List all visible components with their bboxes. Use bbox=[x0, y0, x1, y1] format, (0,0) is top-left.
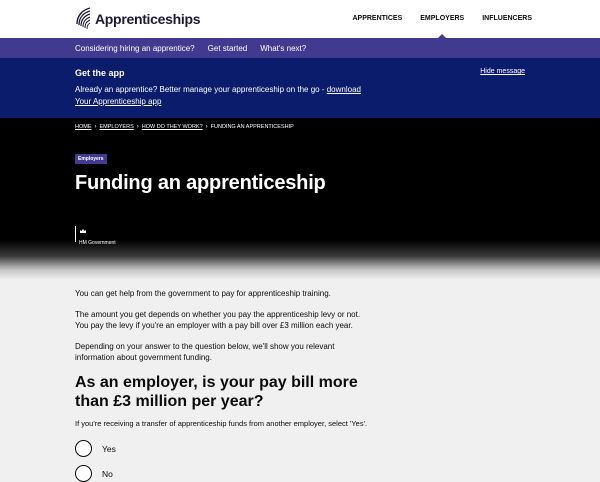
radio-yes-circle[interactable] bbox=[75, 440, 92, 457]
pay-bill-question: As an employer, is your pay bill more than £3 million per year? bbox=[75, 374, 358, 410]
breadcrumb-home[interactable]: HOME bbox=[75, 124, 92, 130]
chevron-right-icon: › bbox=[136, 124, 139, 130]
apprenticeships-logo[interactable] bbox=[74, 5, 200, 33]
breadcrumb-employers[interactable]: EMPLOYERS bbox=[99, 124, 134, 130]
primary-nav bbox=[334, 0, 532, 38]
app-banner-message: Already an apprentice? Better manage your apprenticeship on the go - bbox=[75, 85, 327, 94]
radio-option-no[interactable] bbox=[75, 465, 113, 482]
nav-apprentices[interactable]: APPRENTICES bbox=[352, 15, 403, 22]
breadcrumb-current: FUNDING AN APPRENTICESHIP bbox=[210, 124, 294, 130]
question-intro-paragraph: Depending on your answer to the question below, we'll show you relevant information about government funding. bbox=[75, 342, 335, 362]
nav-influencers[interactable]: INFLUENCERS bbox=[482, 15, 532, 22]
download-app-link[interactable]: download Your Apprenticeship app bbox=[75, 85, 361, 106]
app-banner-title: Get the app bbox=[75, 68, 125, 78]
intro-paragraph: You can get help from the government to pay for apprenticeship training. bbox=[75, 289, 331, 298]
chevron-right-icon: › bbox=[94, 124, 97, 130]
hm-government-label: HM Government bbox=[79, 240, 116, 246]
app-banner-text bbox=[75, 84, 365, 108]
get-the-app-banner bbox=[0, 58, 600, 118]
hide-message-link[interactable]: Hide message bbox=[480, 68, 525, 75]
levy-paragraph: The amount you get depends on whether you pay the apprenticeship levy or not. You pay the levy if you're an employer with a pay bill over £3 million each year. bbox=[75, 310, 361, 330]
secondary-nav bbox=[0, 38, 600, 58]
radio-yes-label: Yes bbox=[102, 443, 116, 454]
hm-government-logo bbox=[75, 222, 116, 246]
gov-logo-divider bbox=[75, 226, 76, 242]
question-hint: If you're receiving a transfer of apprenticeship funds from another employer, select 'Yes'. bbox=[75, 419, 368, 428]
radio-no-circle[interactable] bbox=[75, 465, 92, 482]
page-hero bbox=[0, 118, 600, 280]
subnav-whats-next[interactable]: What's next? bbox=[260, 43, 307, 53]
employers-badge: Employers bbox=[75, 154, 107, 164]
page-title: Funding an apprenticeship bbox=[75, 172, 326, 194]
logo-swoosh-icon bbox=[74, 6, 92, 32]
radio-no-label: No bbox=[102, 468, 113, 479]
royal-crest-icon bbox=[79, 228, 87, 234]
site-header bbox=[0, 0, 600, 38]
gov-logo-lockup bbox=[79, 222, 116, 246]
chevron-right-icon: › bbox=[205, 124, 208, 130]
subnav-considering-hiring[interactable]: Considering hiring an apprentice? bbox=[75, 43, 195, 53]
nav-employers[interactable]: EMPLOYERS bbox=[420, 0, 464, 38]
breadcrumb-how-do-they-work[interactable]: HOW DO THEY WORK? bbox=[141, 124, 203, 130]
breadcrumb bbox=[75, 124, 294, 130]
subnav-get-started[interactable]: Get started bbox=[207, 43, 248, 53]
radio-option-yes[interactable] bbox=[75, 440, 116, 457]
logo-text: Apprenticeships bbox=[95, 11, 201, 27]
